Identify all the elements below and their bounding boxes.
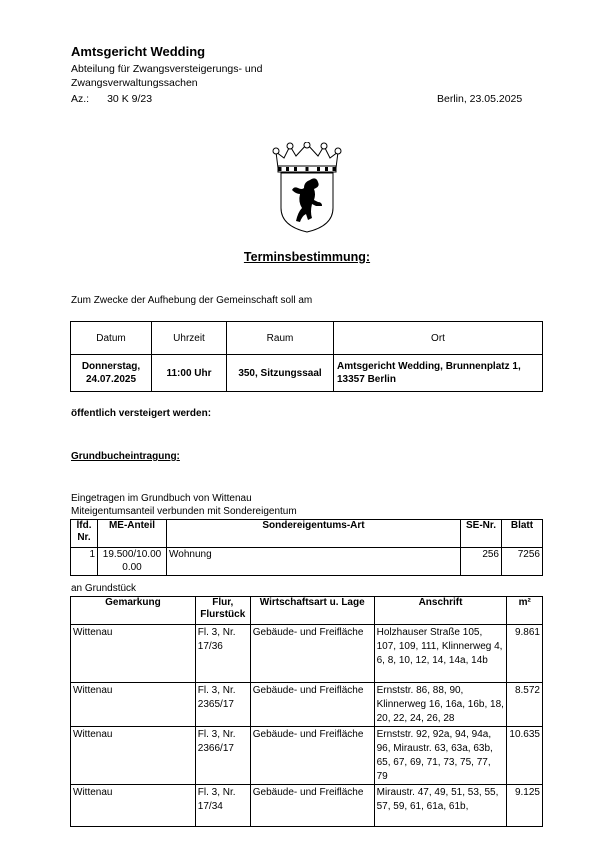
cell-se: 256 — [461, 548, 502, 576]
cell-m2: 8.572 — [507, 683, 543, 727]
cell-gemarkung: Wittenau — [71, 625, 196, 683]
appointment-table — [70, 321, 543, 392]
share-table — [70, 519, 543, 576]
cell-flur: Fl. 3, Nr. 2366/17 — [195, 727, 250, 785]
header-se: SE-Nr. — [461, 520, 502, 548]
header-ort: Ort — [334, 322, 543, 355]
grundbuch-heading: Grundbucheintragung: — [71, 451, 180, 462]
file-reference — [71, 93, 152, 105]
appointment-room: 350, Sitzungssaal — [227, 355, 334, 392]
register-info — [71, 492, 297, 518]
header-blatt: Blatt — [502, 520, 543, 548]
header-anschrift: Anschrift — [374, 597, 507, 625]
department-name: Abteilung für Zwangsversteigerungs- und Zwangsverwaltungssachen — [71, 63, 263, 89]
file-reference-label: Az.: — [71, 93, 90, 105]
cell-nr: 1 — [71, 548, 98, 576]
header-raum: Raum — [227, 322, 334, 355]
table-row — [71, 785, 543, 827]
intro-text: Zum Zwecke der Aufhebung der Gemeinschaft soll am — [71, 295, 313, 306]
register-line-1: Eingetragen im Grundbuch von Wittenau — [71, 493, 252, 504]
grundstueck-label: an Grundstück — [71, 583, 137, 594]
cell-wirtschaftsart: Gebäude- und Freifläche — [250, 727, 374, 785]
cell-wirtschaftsart: Gebäude- und Freifläche — [250, 785, 374, 827]
header-flur: Flur, Flurstück — [195, 597, 250, 625]
place-date: Berlin, 23.05.2025 — [437, 93, 523, 105]
cell-wirtschaftsart: Gebäude- und Freifläche — [250, 625, 374, 683]
cell-anschrift: Holzhauser Straße 105, 107, 109, 111, Klinnerweg 4, 6, 8, 10, 12, 14, 14a, 14b — [374, 625, 507, 683]
table-header-row — [71, 597, 543, 625]
plot-table — [70, 596, 543, 827]
table-row — [71, 727, 543, 785]
appointment-place: Amtsgericht Wedding, Brunnenplatz 1, 13357 Berlin — [334, 355, 543, 392]
cell-m2: 9.861 — [507, 625, 543, 683]
cell-m2: 10.635 — [507, 727, 543, 785]
header-art: Sondereigentums-Art — [167, 520, 461, 548]
table-row — [71, 355, 543, 392]
cell-anschrift: Ernststr. 92, 92a, 94, 94a, 96, Miraustr. 63, 63a, 63b, 65, 67, 69, 71, 73, 75, 77, 79 — [374, 727, 507, 785]
header-datum: Datum — [71, 322, 152, 355]
cell-flur: Fl. 3, Nr. 17/34 — [195, 785, 250, 827]
cell-flur: Fl. 3, Nr. 17/36 — [195, 625, 250, 683]
appointment-time: 11:00 Uhr — [152, 355, 227, 392]
header-wirtschaftsart: Wirtschaftsart u. Lage — [250, 597, 374, 625]
auction-text: öffentlich versteigert werden: — [71, 408, 212, 419]
cell-gemarkung: Wittenau — [71, 683, 196, 727]
header-gemarkung: Gemarkung — [71, 597, 196, 625]
document-title: Terminsbestimmung: — [243, 250, 371, 264]
cell-m2: 9.125 — [507, 785, 543, 827]
table-row — [71, 683, 543, 727]
file-reference-number: 30 K 9/23 — [107, 93, 153, 105]
court-name: Amtsgericht Wedding — [71, 44, 206, 59]
cell-flur: Fl. 3, Nr. 2365/17 — [195, 683, 250, 727]
appointment-date: Donnerstag, 24.07.2025 — [71, 355, 152, 392]
cell-art: Wohnung — [167, 548, 461, 576]
berlin-coat-of-arms-icon — [272, 142, 342, 234]
header-m2: m² — [507, 597, 543, 625]
cell-blatt: 7256 — [502, 548, 543, 576]
table-header-row — [71, 322, 543, 355]
header-nr: lfd. Nr. — [71, 520, 98, 548]
cell-gemarkung: Wittenau — [71, 727, 196, 785]
header-uhrzeit: Uhrzeit — [152, 322, 227, 355]
table-row — [71, 625, 543, 683]
cell-gemarkung: Wittenau — [71, 785, 196, 827]
cell-wirtschaftsart: Gebäude- und Freifläche — [250, 683, 374, 727]
header-anteil: ME-Anteil — [98, 520, 167, 548]
cell-anschrift: Ernststr. 86, 88, 90, Klinnerweg 16, 16a, 16b, 18, 20, 22, 24, 26, 28 — [374, 683, 507, 727]
table-row — [71, 548, 543, 576]
cell-anschrift: Miraustr. 47, 49, 51, 53, 55, 57, 59, 61, 61a, 61b, — [374, 785, 507, 827]
cell-anteil: 19.500/10.000.00 — [98, 548, 167, 576]
table-header-row — [71, 520, 543, 548]
register-line-2: Miteigentumsanteil verbunden mit Sondereigentum — [71, 506, 297, 517]
